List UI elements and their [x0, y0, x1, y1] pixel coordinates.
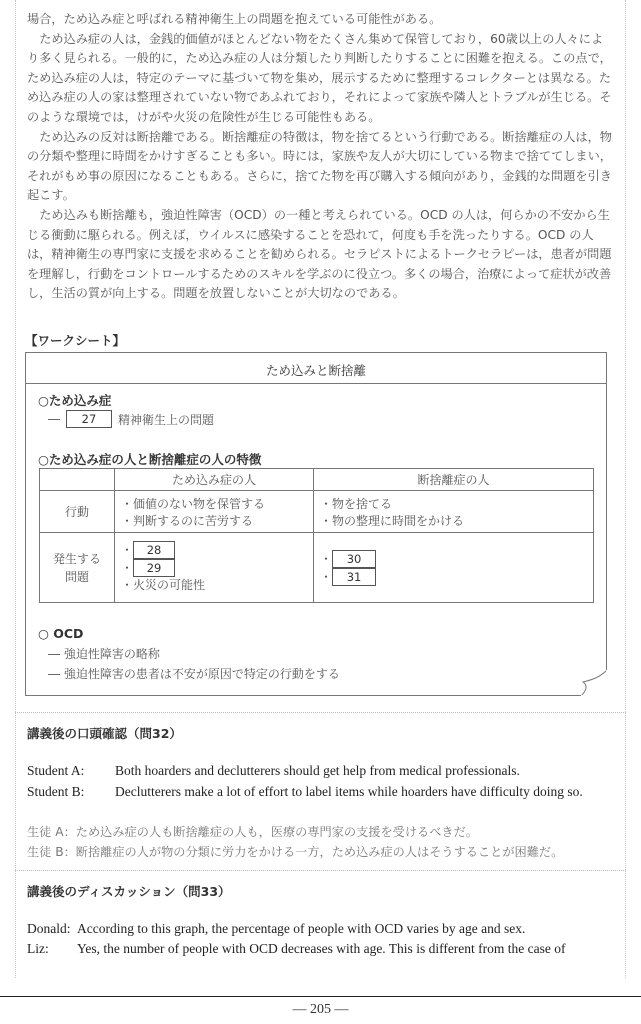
dialogue-line — [27, 921, 525, 937]
essay-paragraph: ため込みの反対は断捨離である。断捨離症の特徴は，物を捨てるという行動である。断捨離症の人は，物の分類や整理に時間をかけすぎることも多い。時には，家族や友人が大切にしている物まで捨ててしまい，それがもめ事の原因になることもある。さらに，捨てた物を再び購入する傾向があり，金銭的な問題を引き起こす。 — [27, 129, 612, 203]
worksheet-label: 【ワークシート】 — [25, 333, 126, 348]
ocd-line: ― 強迫性障害の患者は不安が原因で特定の行動をする — [48, 667, 340, 681]
speaker: Donald: — [27, 921, 71, 936]
declutterer-behavior-cell — [314, 491, 594, 533]
list-item — [320, 568, 587, 586]
column-header-hoarders: ため込み症の人 — [115, 469, 314, 491]
list-item: ・判断するのに苦労する — [121, 513, 254, 528]
hoarding-heading: ○ため込み症 — [38, 393, 112, 408]
ocd-heading: ○ OCD — [38, 626, 84, 641]
speaker: Student B: — [27, 784, 85, 799]
bullet: ・ — [320, 551, 333, 566]
ocd-line: ― 強迫性障害の略称 — [48, 647, 160, 661]
bullet: ・ — [320, 569, 333, 584]
answer-box-31[interactable]: 31 — [332, 568, 376, 586]
row-label-behavior: 行動 — [40, 491, 115, 533]
divider — [15, 712, 626, 713]
column-header-declutterers: 断捨離症の人 — [314, 469, 594, 491]
translation-line: 生徒 B：断捨離症の人が物の分類に労力をかける一方，ため込み症の人はそうすることが困難だ。 — [27, 845, 564, 859]
dialogue-line — [27, 763, 520, 779]
hoarding-row — [48, 410, 214, 428]
essay-text — [27, 10, 612, 304]
utterance: According to this graph, the percentage of people with OCD varies by age and sex. — [77, 921, 526, 936]
dialogue-line — [27, 941, 566, 957]
row-label-line: 発生する — [52, 551, 101, 566]
footer-rule — [0, 996, 641, 997]
traits-table — [39, 468, 594, 603]
essay-paragraph: ため込みも断捨離も，強迫性障害（OCD）の一種と考えられている。OCD の人は，何らかの不安から生じる衝動に駆られる。例えば，ウイルスに感染することを恐れて，何度も手を洗ったりする。OCD の人は，精神衛生の専門家に支援を求めることを勧められる。セラピストによるトークセラピーは，患者が問題を理解し，行動をコントロールするためのスキルを学ぶのに役立つ。多くの場合，治療によって症状が改善し，生活の質が向上する。問題を放置しないことが大切なのである。 — [27, 207, 612, 301]
list-item: ・物を捨てる — [320, 496, 393, 511]
declutterer-problems-cell — [314, 533, 594, 603]
answer-box-27[interactable]: 27 — [66, 410, 112, 428]
speaker: Liz: — [27, 941, 49, 956]
traits-heading: ○ため込み症の人と断捨離症の人の特徴 — [38, 452, 262, 467]
dash: ― — [48, 412, 60, 426]
utterance: Declutterers make a lot of effort to label items while hoarders have difficulty doing so. — [115, 784, 583, 799]
answer-box-28[interactable]: 28 — [133, 541, 175, 559]
row-label-problems — [40, 533, 115, 603]
list-item — [121, 541, 307, 559]
discussion-heading: 講義後のディスカッション（問33） — [27, 884, 231, 899]
answer-box-29[interactable]: 29 — [133, 559, 175, 577]
list-item: ・火災の可能性 — [121, 578, 206, 592]
worksheet-title: ため込みと断捨離 — [265, 363, 366, 378]
page-curl-icon — [581, 670, 607, 696]
speaker: Student A: — [27, 763, 85, 778]
list-item — [320, 550, 587, 568]
hoarding-description: 精神衛生上の問題 — [118, 412, 215, 427]
dialogue-line — [27, 784, 583, 800]
list-item — [121, 559, 307, 577]
divider — [15, 870, 626, 871]
row-label-line: 問題 — [64, 569, 89, 584]
hoarder-behavior-cell — [115, 491, 314, 533]
divider — [26, 383, 606, 384]
essay-paragraph: ため込み症の人は，金銭的価値がほとんどない物をたくさん集めて保管しており，60歳以上の人々により多く見られる。一般的に，ため込み症の人は分類したり判断したりすることに困難を抱える。この点で，ため込み症の人は，特定のテーマに基づいて物を集め，展示するために整理するコレクターとは異なる。ため込み症の人の家は整理されていない物であふれており，それによって家族や隣人とトラブルが生じる。そのような環境では，けがや火災の危険性が生じる可能性もある。 — [27, 31, 612, 124]
table-corner — [40, 469, 115, 491]
list-item: ・物の整理に時間をかける — [320, 513, 465, 528]
translation-line: 生徒 A：ため込み症の人も断捨離症の人も，医療の専門家の支援を受けるべきだ。 — [27, 825, 478, 839]
oral-check-heading: 講義後の口頭確認（問32） — [27, 726, 182, 741]
page-number: ― 205 ― — [292, 1002, 349, 1017]
hoarder-problems-cell — [115, 533, 314, 603]
bullet: ・ — [121, 543, 134, 557]
answer-box-30[interactable]: 30 — [332, 550, 376, 568]
essay-paragraph: 場合，ため込み症と呼ばれる精神衛生上の問題を抱えている可能性がある。 — [27, 12, 442, 26]
worksheet — [25, 352, 607, 696]
bullet: ・ — [121, 561, 134, 575]
utterance: Both hoarders and declutterers should get help from medical professionals. — [115, 763, 520, 778]
utterance: Yes, the number of people with OCD decreases with age. This is different from the case of — [77, 941, 566, 956]
list-item: ・価値のない物を保管する — [121, 496, 266, 511]
